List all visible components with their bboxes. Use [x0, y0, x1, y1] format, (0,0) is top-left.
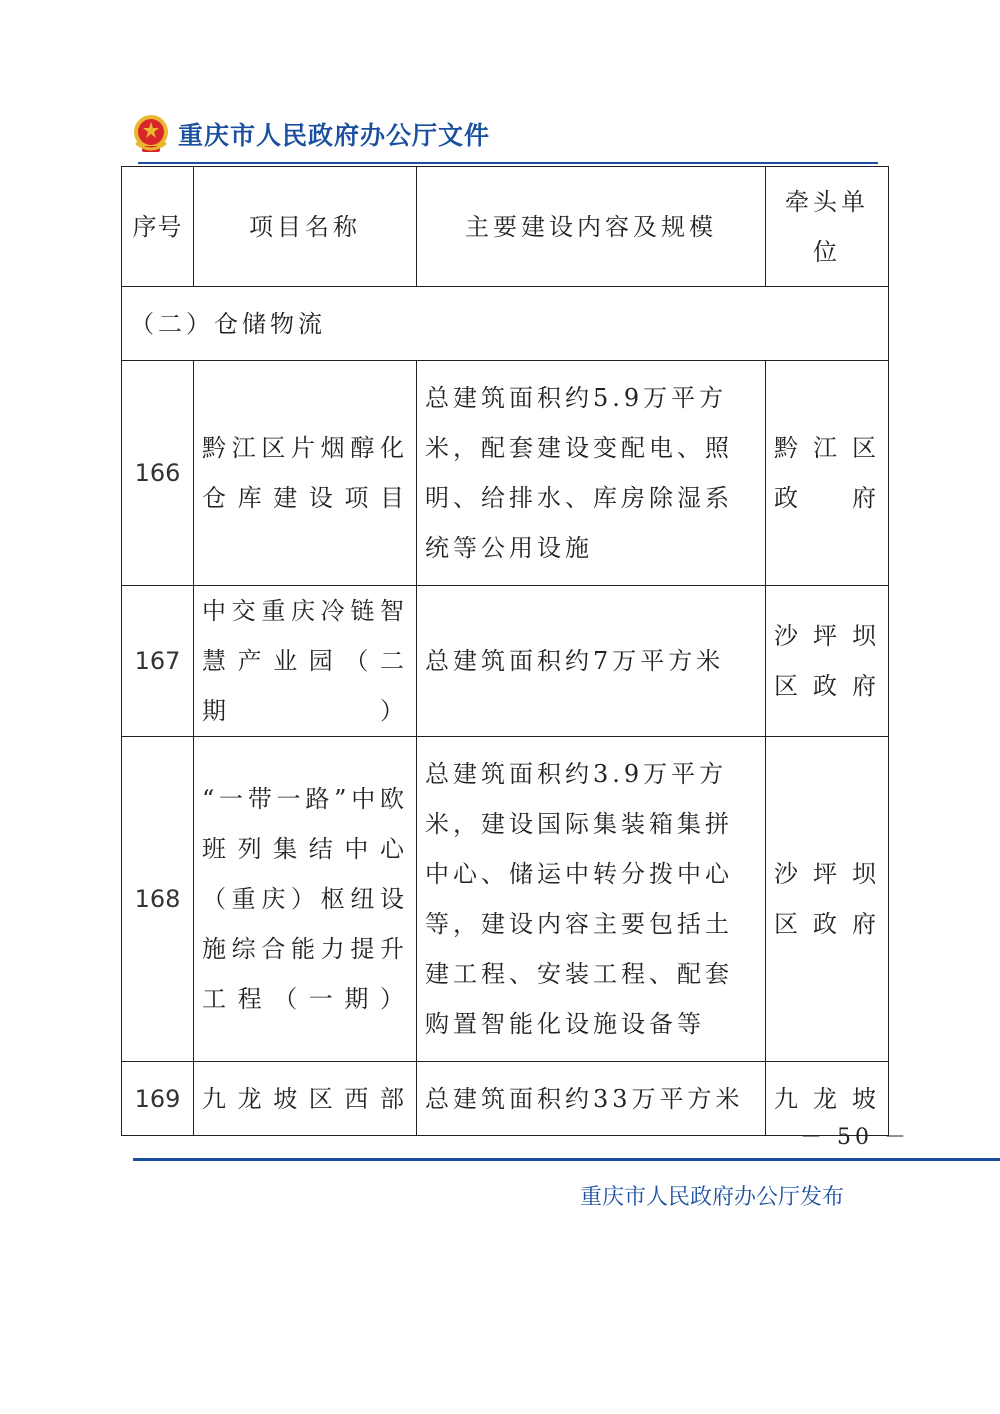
table-row	[122, 361, 889, 586]
header-title: 重庆市人民政府办公厅文件	[178, 121, 491, 150]
row-number: 169	[122, 1062, 194, 1136]
project-name: 中交重庆冷链智慧产业园（二期）	[194, 586, 417, 737]
project-content: 总建筑面积约5.9万平方米，配套建设变配电、照明、给排水、库房除湿系统等公用设施	[417, 361, 766, 586]
header-divider	[138, 162, 878, 164]
row-number: 167	[122, 586, 194, 737]
project-content: 总建筑面积约33万平方米	[417, 1062, 766, 1136]
row-number: 166	[122, 361, 194, 586]
national-emblem-icon	[132, 113, 170, 155]
table-row	[122, 1062, 889, 1136]
section-title: （二）仓储物流	[122, 287, 889, 361]
column-header-dept: 牵头单位	[766, 167, 889, 287]
lead-unit: 沙坪坝区政府	[766, 737, 889, 1062]
table-row	[122, 737, 889, 1062]
lead-unit: 沙坪坝区政府	[766, 586, 889, 737]
project-name: 黔江区片烟醇化仓库建设项目	[194, 361, 417, 586]
project-table	[121, 166, 889, 1136]
project-content: 总建筑面积约7万平方米	[417, 586, 766, 737]
row-number: 168	[122, 737, 194, 1062]
project-content: 总建筑面积约3.9万平方米，建设国际集装箱集拼中心、储运中转分拨中心等，建设内容主要包括土建工程、安装工程、配套购置智能化设施设备等	[417, 737, 766, 1062]
lead-unit: 黔江区政府	[766, 361, 889, 586]
project-name: 九龙坡区西部	[194, 1062, 417, 1136]
column-header-name: 项目名称	[194, 167, 417, 287]
table-header-row	[122, 167, 889, 287]
footer-publisher: 重庆市人民政府办公厅发布	[580, 1185, 845, 1210]
column-header-content: 主要建设内容及规模	[417, 167, 766, 287]
footer-divider	[133, 1158, 1000, 1161]
document-header	[132, 108, 490, 160]
page-number: － 50 －	[800, 1125, 910, 1150]
column-header-no: 序号	[122, 167, 194, 287]
section-row	[122, 287, 889, 361]
project-name: “一带一路”中欧班列集结中心（重庆）枢纽设施综合能力提升工程（一期）	[194, 737, 417, 1062]
table-row	[122, 586, 889, 737]
lead-unit: 九龙坡	[766, 1062, 889, 1136]
